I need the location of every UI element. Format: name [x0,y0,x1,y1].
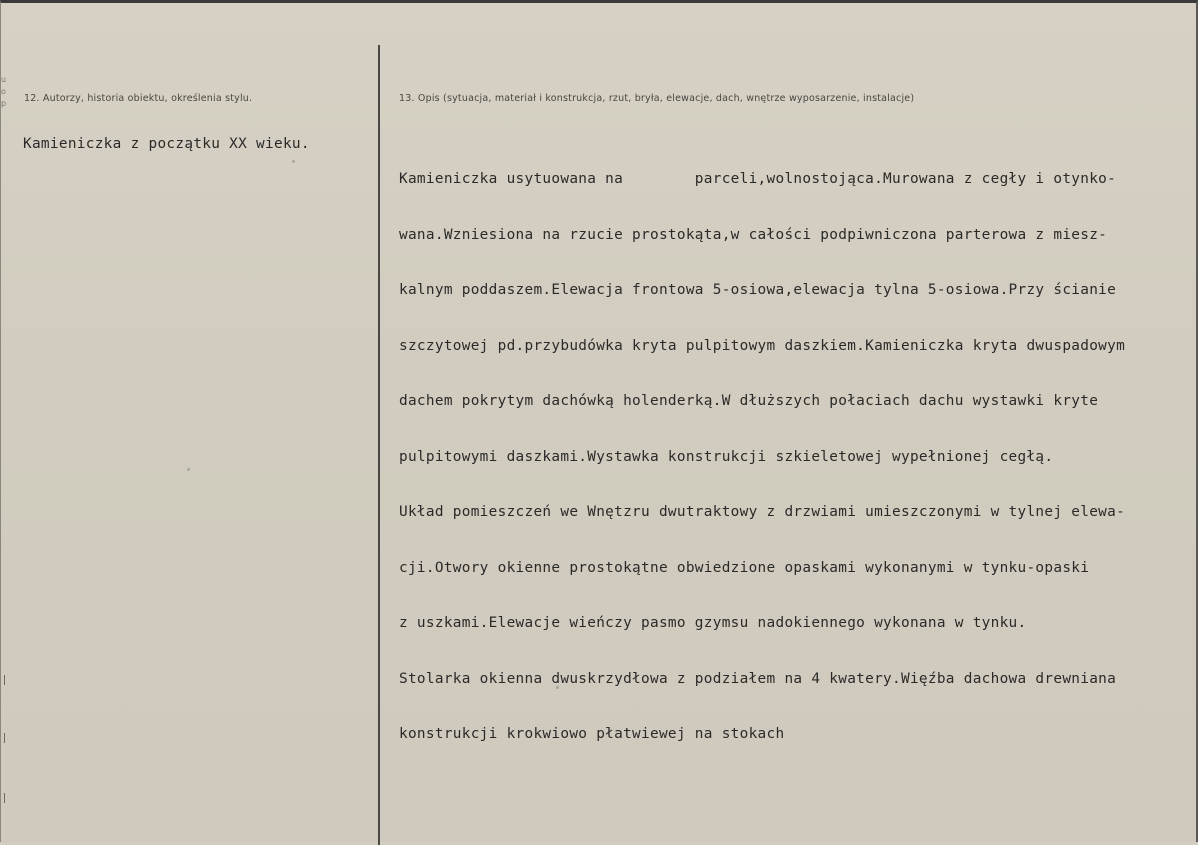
column-divider [378,45,380,845]
description-line: z uszkami.Elewacje wieńczy pasmo gzymsu nadokiennego wykonana w tynku. [399,615,1027,631]
margin-tick [4,675,5,685]
description-line: dachem pokrytym dachówką holenderką.W dłuższych połaciach dachu wystawki kryte [399,393,1099,409]
margin-mark: o [1,87,6,96]
description-line: wana.Wzniesiona na rzucie prostokąta,w całości podpiwniczona parterowa z miesz- [399,226,1108,243]
margin-mark: p [1,99,7,108]
paper-speck [292,160,295,163]
field-12-label: 12. Autorzy, historia obiektu, określenia stylu. [24,93,253,104]
description-line: Stolarka okienna dwuskrzydłowa z podziałem na 4 kwatery.Więźba dachowa drewniana [399,670,1117,687]
margin-mark: u [1,75,7,84]
field-13-typed-description [399,133,1125,781]
field-12-typed-text: Kamieniczka z początku XX wieku. [23,136,310,152]
field-13-label: 13. Opis (sytuacja, materiał i konstrukcja, rzut, bryła, elewacje, dach, wnętrze wyposarzenie, instalacje) [399,93,915,104]
description-line: szczytowej pd.przybudówka kryta pulpitowym daszkiem.Kamieniczka kryta dwuspadowym [399,337,1126,354]
margin-tick [4,733,5,743]
description-line: Układ pomieszczeń we Wnętzru dwutraktowy z drzwiami umieszczonymi w tylnej elewa- [399,504,1126,520]
margin-tick [4,793,5,803]
paper-speck [187,468,190,471]
description-line: Kamieniczka usytuowana na parceli,wolnostojąca.Murowana z cegły i otynko- [399,171,1117,187]
paper-speck [556,686,559,689]
description-line: konstrukcji krokwiowo płatwiewej na stokach [399,726,785,742]
description-line: kalnym poddaszem.Elewacja frontowa 5-osiowa,elewacja tylna 5-osiowa.Przy ścianie [399,282,1117,298]
description-line: pulpitowymi daszkami.Wystawka konstrukcji szkieletowej wypełnionej cegłą. [399,448,1054,465]
description-line: cji.Otwory okienne prostokątne obwiedzione opaskami wykonanymi w tynku-opaski [399,559,1090,576]
